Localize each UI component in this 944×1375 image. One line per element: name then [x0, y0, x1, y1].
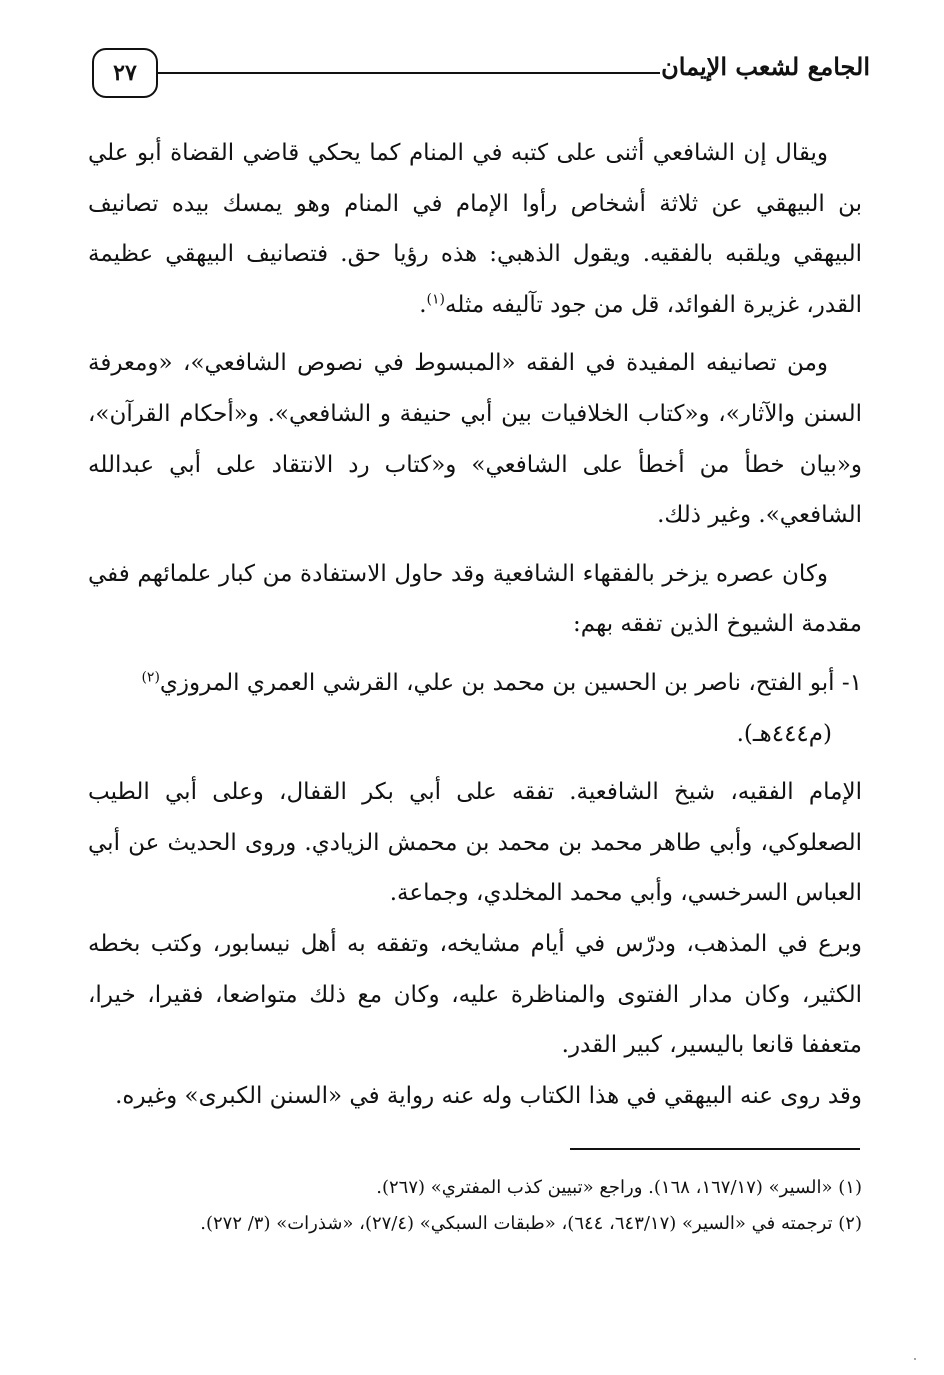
- paragraph-2: ومن تصانيفه المفيدة في الفقه «المبسوط في نصوص الشافعي»، «ومعرفة السنن والآثار»، و«كتاب الخلافيات بين أبي حنيفة و الشافعي». و«أحكام القرآن»، و«بيان خطأ من أخطأ على الشافعي» و«كتاب رد الانتقاد على أبي عبدالله الشافعي». وغير ذلك.: [88, 350, 862, 529]
- running-title: الجامع لشعب الإيمان: [661, 52, 870, 81]
- header-rule: [156, 72, 660, 74]
- footnote-1: (١) «السير» (١٦٧/١٧، ١٦٨). وراجع «تبيين كذب المفتري» (٢٦٧).: [376, 1177, 862, 1198]
- scan-speck: [914, 1358, 916, 1360]
- footnote-2: (٢) ترجمته في «السير» (٦٤٣/١٧، ٦٤٤)، «طبقات السبكي» (٢٧/٤)، «شذرات» (٣/ ٢٧٢).: [200, 1213, 862, 1234]
- entry-1-paragraph-1: الإمام الفقيه، شيخ الشافعية. تفقه على أبي بكر القفال، وعلى أبي الطيب الصعلوكي، وأبي طاهر محمد بن محمد بن محمش الزيادي. وروى الحديث عن أبي العباس السرخسي، وأبي محمد المخلدي، وجماعة.: [88, 779, 862, 907]
- main-text: [88, 128, 862, 1121]
- paragraph-1-end: .: [419, 291, 427, 318]
- paragraph-3: وكان عصره يزخر بالفقهاء الشافعية وقد حاول الاستفادة من كبار علمائهم ففي مقدمة الشيوخ الذين تفقه بهم:: [88, 560, 862, 638]
- entry-1-date: (م٤٤٤هـ).: [736, 720, 832, 747]
- entry-1-paragraph-3: وقد روى عنه البيهقي في هذا الكتاب وله عنه رواية في «السنن الكبرى» وغيره.: [115, 1082, 862, 1109]
- page-number: ٢٧: [92, 48, 158, 98]
- paragraph-1: [88, 128, 862, 330]
- page-header: [92, 48, 870, 104]
- footnotes: [90, 1170, 862, 1242]
- footnote-ref-2: (٢): [141, 669, 160, 686]
- entry-1-paragraph-2: وبرع في المذهب، ودرّس في أيام مشايخه، وتفقه به أهل نيسابور، وكتب بخطه الكثير، وكان مدار الفتوى والمناظرة عليه، وكان مع ذلك متواضعا، فقيرا، خيرا، متعففا قانعا باليسير، كبير القدر.: [88, 930, 862, 1059]
- footnote-ref-1: (١): [426, 291, 445, 308]
- paragraph-1-text: ويقال إن الشافعي أثنى على كتبه في المنام كما يحكي قاضي القضاة أبو علي بن البيهقي عن ثلاثة أشخاص رأوا الإمام في المنام وهو يمسك بيده تصانيف البيهقي ويلقبه بالفقيه. ويقول الذهبي: هذه رؤيا حق. فتصانيف البيهقي عظيمة القدر، غزيرة الفوائد، قل من جود تآليفه مثله: [88, 140, 862, 318]
- footnote-separator: [570, 1148, 860, 1150]
- entry-1-title: [88, 658, 862, 709]
- entry-1-name: ١- أبو الفتح، ناصر بن الحسين بن محمد بن علي، القرشي العمري المروزي: [159, 669, 862, 696]
